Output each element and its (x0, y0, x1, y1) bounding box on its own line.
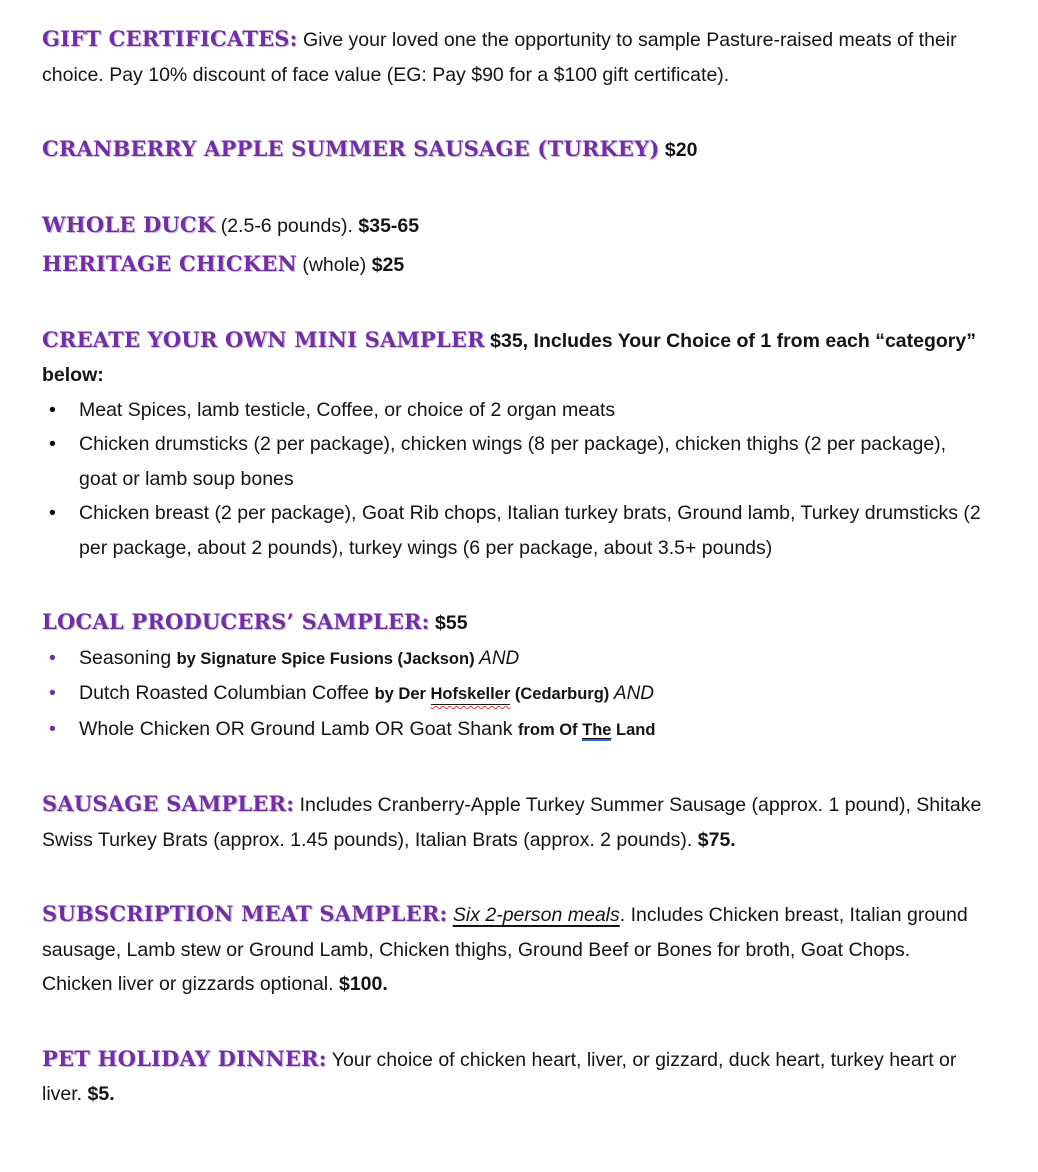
section-local-producers (42, 605, 984, 641)
section-subscription-sampler (42, 897, 984, 1002)
text-run: $5. (87, 1083, 115, 1105)
section-heading: LOCAL PRODUCERS’ SAMPLER: (42, 609, 430, 634)
text-run: Land (611, 720, 656, 739)
text-run: $100. (338, 973, 388, 995)
local-producers-items (42, 641, 984, 748)
text-run: $25 (371, 254, 405, 276)
list-item (79, 676, 984, 712)
text-run: by Der (374, 685, 431, 703)
section-whole-duck (42, 208, 984, 244)
list-item (79, 712, 984, 748)
text-run: (Cedarburg) (510, 685, 614, 703)
text-run: Whole Chicken OR Ground Lamb OR Goat Shank (79, 717, 518, 740)
section-heading: HERITAGE CHICKEN (42, 251, 297, 276)
text-run: Chicken breast (2 per package), Goat Rib chops, Italian turkey brats, Ground lamb, Turkey drumsticks (2 per package, about 2 pounds), turkey wings (6 per package, about 3.5+ pounds) (79, 502, 981, 559)
text-run: $20 (659, 139, 698, 161)
section-cranberry-sausage (42, 132, 984, 168)
section-heading: CREATE YOUR OWN MINI SAMPLER (42, 326, 485, 352)
text-run: $35-65 (358, 214, 420, 237)
text-run: Seasoning (79, 646, 177, 669)
text-run: Meat Spices, lamb testicle, Coffee, or choice of 2 organ meats (79, 398, 616, 421)
text-run: AND (613, 683, 655, 704)
text-run: Six 2-person meals (452, 904, 620, 926)
section-heading: SAUSAGE SAMPLER: (42, 791, 295, 816)
text-run: Your choice of chicken heart, liver, or gizzard, duck heart, turkey heart or liver. (42, 1048, 957, 1105)
list-item (79, 496, 984, 565)
text-run: (2.5-6 pounds). (215, 214, 359, 237)
text-run: $55 (429, 612, 468, 634)
list-item (79, 393, 984, 428)
text-run: Give your loved one the opportunity to sample Pasture-raised meats of their choice. Pay 10% discount of face value (EG: Pay $90 for a $100 gift certificate). (42, 29, 957, 86)
mini-sampler-options (42, 393, 984, 566)
text-run: $35, Includes Your Choice of 1 from each “category” below: (42, 329, 976, 386)
text-run: The (582, 720, 612, 739)
section-heading: GIFT CERTIFICATES: (42, 26, 298, 51)
section-heading: WHOLE DUCK (42, 211, 216, 237)
text-run: by Signature Spice Fusions (Jackson) (176, 649, 480, 668)
text-run: Includes Cranberry-Apple Turkey Summer Sausage (approx. 1 pound), Shitake Swiss Turkey Brats (approx. 1.45 pounds), Italian Brats (approx. 2 pounds). (42, 794, 982, 851)
text-run: Hofskeller (430, 685, 511, 703)
text-run: AND (479, 647, 520, 669)
text-run: Dutch Roasted Columbian Coffee (79, 682, 375, 704)
section-pet-holiday-dinner (42, 1042, 984, 1112)
text-run: . Includes Chicken breast, Italian ground sausage, Lamb stew or Ground Lamb, Chicken thighs, Ground Beef or Bones for broth, Goat Chops. Chicken liver or gizzards optional. (42, 904, 968, 995)
section-gift-certificates (42, 22, 984, 92)
section-mini-sampler (42, 323, 984, 393)
text-run: from Of (517, 720, 583, 739)
list-item (79, 427, 984, 496)
section-heading: PET HOLIDAY DINNER: (42, 1045, 327, 1071)
section-heading: SUBSCRIPTION MEAT SAMPLER: (42, 901, 448, 926)
section-heritage-chicken (42, 247, 984, 283)
text-run: $75. (697, 828, 736, 851)
text-run: (whole) (296, 254, 372, 276)
section-heading: CRANBERRY APPLE SUMMER SAUSAGE (TURKEY) (42, 136, 660, 161)
list-item (79, 641, 984, 677)
text-run: Chicken drumsticks (2 per package), chicken wings (8 per package), chicken thighs (2 per package), goat or lamb soup bones (79, 433, 947, 490)
section-sausage-sampler (42, 787, 984, 857)
